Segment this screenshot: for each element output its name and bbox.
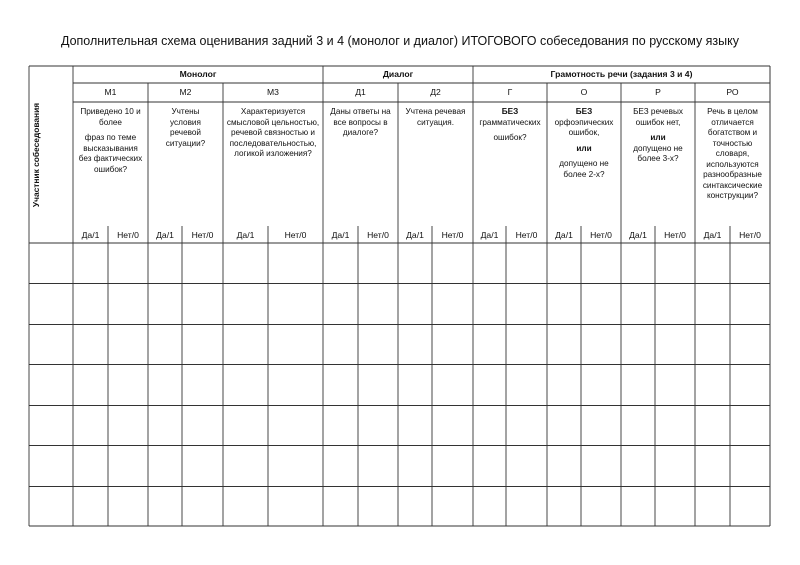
description-o-line3: или xyxy=(576,143,592,153)
group-literacy: Грамотность речи (задания 3 и 4) xyxy=(550,69,693,80)
description-g-line1: БЕЗ xyxy=(501,107,519,116)
group-dialog: Диалог xyxy=(382,69,414,80)
description-m2-text: Учтены условия речевой ситуации? xyxy=(165,107,206,148)
answer-m1-no: Нет/0 xyxy=(117,229,139,240)
answer-d2-yes: Да/1 xyxy=(406,229,424,240)
criterion-g: Г xyxy=(507,87,513,98)
criterion-d1: Д1 xyxy=(355,87,366,98)
answer-ro-no: Нет/0 xyxy=(739,229,761,240)
description-m2 xyxy=(148,104,223,224)
description-r-line1: БЕЗ речевых ошибок нет, xyxy=(633,107,683,127)
description-o-line4: допущено не более 2-х? xyxy=(559,159,609,179)
answer-m2-no: Нет/0 xyxy=(191,229,214,240)
description-o-line1: БЕЗ xyxy=(575,107,593,116)
description-m1-line1: Приведено 10 и более xyxy=(80,107,141,127)
description-m3-text: Характеризуется смысловой цельностью, речевой связностью и последовательностью, логикой изложения? xyxy=(226,107,320,158)
answer-m3-no: Нет/0 xyxy=(284,229,307,240)
answer-ro-yes: Да/1 xyxy=(703,229,722,240)
description-g xyxy=(473,104,547,224)
criterion-ro: РО xyxy=(726,87,739,98)
description-g-line3: ошибок? xyxy=(493,133,527,142)
answer-g-no: Нет/0 xyxy=(515,229,538,240)
answer-d1-yes: Да/1 xyxy=(331,229,350,240)
description-ro-text: Речь в целом отличается богатством и точностью словаря, используются разнообразные синтаксические конструкции? xyxy=(702,107,763,200)
description-r-line3: допущено не более 3-х? xyxy=(633,143,683,163)
group-monolog: Монолог xyxy=(179,69,217,80)
criterion-r: Р xyxy=(655,87,661,98)
answer-d2-no: Нет/0 xyxy=(441,229,464,240)
description-m1 xyxy=(73,104,148,224)
description-ro xyxy=(695,104,770,224)
answer-o-yes: Да/1 xyxy=(555,229,573,240)
description-o xyxy=(547,104,621,224)
description-d2-text: Учтена речевая ситуация. xyxy=(405,107,466,127)
answer-m3-yes: Да/1 xyxy=(236,229,255,240)
answer-d1-no: Нет/0 xyxy=(367,229,389,240)
answer-r-yes: Да/1 xyxy=(629,229,647,240)
criterion-m2: М2 xyxy=(179,87,192,98)
description-m1-line2: фраз по теме высказывания без фактических ошибок? xyxy=(78,133,143,174)
description-m3 xyxy=(223,104,323,224)
criterion-m1: М1 xyxy=(104,87,117,98)
participant-label: Участник собеседования xyxy=(31,102,41,207)
description-r xyxy=(621,104,695,224)
answer-g-yes: Да/1 xyxy=(480,229,499,240)
description-g-line2: грамматических xyxy=(479,117,541,127)
answer-m1-yes: Да/1 xyxy=(81,229,100,240)
answer-r-no: Нет/0 xyxy=(664,229,686,240)
answer-o-no: Нет/0 xyxy=(590,229,612,240)
participant-column-header xyxy=(25,66,47,243)
description-r-line2: или xyxy=(650,133,666,142)
criterion-o: О xyxy=(580,87,588,98)
description-d1-text: Даны ответы на все вопросы в диалоге? xyxy=(330,107,391,137)
answer-m2-yes: Да/1 xyxy=(156,229,174,240)
criterion-d2: Д2 xyxy=(430,87,441,98)
description-d2 xyxy=(398,104,473,224)
description-d1 xyxy=(323,104,398,224)
document-title: Дополнительная схема оценивания задний 3 и 4 (монолог и диалог) ИТОГОВОГО собеседования по русскому языку xyxy=(60,34,740,48)
criterion-m3: М3 xyxy=(267,87,279,98)
description-o-line2: орфоэпических ошибок, xyxy=(554,117,614,137)
